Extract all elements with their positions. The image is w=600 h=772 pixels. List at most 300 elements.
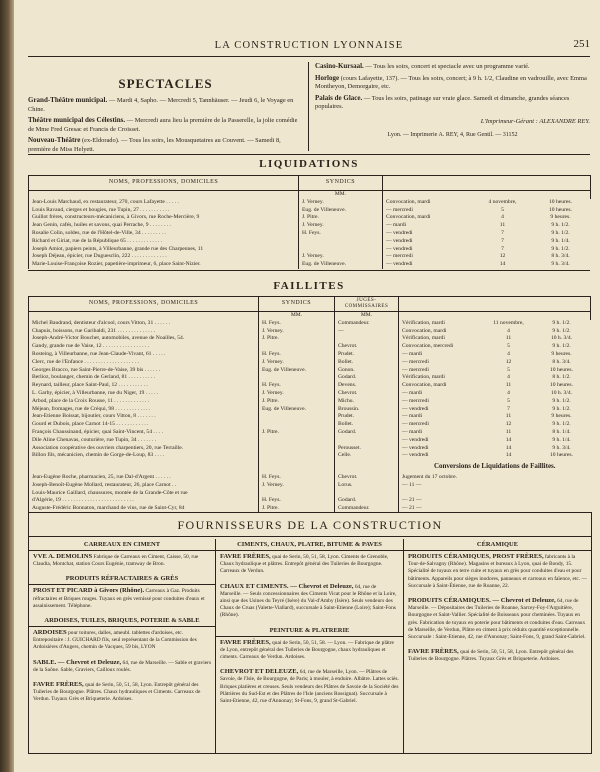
table-cell: Prudet. [335, 351, 399, 359]
supplier-text: quai de Serin, 50, 51, 58. — Lyon. — Fabrique de plâtre de Lyon, entrepôt général des Tuileries de Bourgogne, chaux hydrauliques et ciments. Carreaux de Verdun. Ardoises. [220, 639, 394, 661]
supplier-name: FAVRE FRÈRES, [33, 681, 84, 689]
table-cell: H. Feys. [259, 351, 335, 359]
table-cell [29, 460, 259, 474]
table-cell: 10 h. 3/4. [550, 335, 573, 342]
table-cell: — vendredi [402, 444, 429, 451]
table-cell: — vendredi [386, 237, 413, 244]
table-cell: Louis Ravaud, cierges et bougies, rue Tupin, 27 . . . . . . . . . . . [29, 207, 299, 215]
table-cell: Gonon. [335, 367, 399, 375]
table-row [29, 335, 591, 343]
table-cell: 9 h. 1/2. [551, 222, 570, 229]
table-cell: 5 [501, 206, 504, 213]
table-row [29, 413, 591, 421]
table-cell: d'Algérie, 19 . . . . . . . . . . . . . . . . . . . . . . . . . . [29, 497, 259, 505]
liq-syndic-mm: MM. [299, 191, 383, 199]
table-cell: 11 [499, 222, 506, 229]
table-cell: 10 heures. [550, 382, 573, 389]
table-cell: 5 [507, 343, 510, 350]
table-cell: Jean-Eugène Roche, pharmacien, 25, rue Dal-d'Argent . . . . . . [29, 474, 259, 482]
table-cell: 4 [507, 374, 510, 381]
table-cell: Jean-Etienne Boissat, bijoutier, cours Vitton, 8 . . . . . . . [29, 413, 259, 421]
table-cell: Louis-Maurice Gaillard, chaussures, montée de la Grande-Côte et rue [29, 490, 259, 498]
table-cell: 11 [505, 413, 512, 420]
table-cell: 14 [505, 436, 512, 443]
supplier-text: 64, rue de Marseille, Lyon. — Plâtres de Savoie, de l'Isle, de Bourgogne, de Paris; à mouler, à enduire. Albâtre. Lattes sciés. Briques platières et creuses. Seuls vendeurs des Plâtres de Savoie de la Société des Plâtrières du Sud-Est et des Plâtres de l'Isle (anciens Rossignat). Succursale à Saint-Etienne, 42, rue d'Annonay; St-Fons, 9, grand St-Gabriel. [220, 669, 399, 705]
table-cell: Rosalie Colin, soldes, rue de l'Hôtel-de-Ville, 34 . . . . . . . . . [29, 230, 299, 238]
table-cell: Gourd et Dubois, place Carnot 14-15 . . . . . . . . . . . . [29, 421, 259, 429]
table-cell: Michu. [335, 398, 399, 406]
supplier-entry [216, 666, 403, 707]
table-cell: 14 [499, 261, 506, 268]
table-cell [259, 437, 335, 445]
table-cell: — mercredi [402, 421, 429, 428]
supplier-category: PEINTURE & PLATRERIE [216, 625, 403, 637]
supplier-entry [29, 585, 215, 612]
table-cell [259, 421, 335, 429]
table-cell: J. Verney. [299, 253, 383, 261]
table-cell: — mardi [402, 428, 423, 435]
table-cell: 9 h. 1/2. [552, 327, 571, 334]
supplier-category: ARDOISES, TUILES, BRIQUES, POTERIE & SABLE [29, 615, 215, 627]
table-cell: 4 [507, 350, 510, 357]
table-cell: Joseph Déjean, épicier, rue Duguesclin, 222 . . . . . . . . . . . . . [29, 253, 299, 261]
spectacle-text: — Mardi 4, Sapho. — Mercredi 5, Tannhäuser. — Jeudi 6, le Voyage en Chine. [28, 97, 294, 113]
table-cell: Eug. de Villeneuve. [259, 406, 335, 414]
table-cell: Arbod, place de la Croix Rousse, 11 . . . . . . . . . . . . . [29, 398, 259, 406]
table-cell: 9 h. 1/2. [551, 245, 570, 252]
liq-col-syndics: SYNDICS [299, 176, 383, 191]
table-cell: — mardi [386, 222, 407, 229]
table-cell: Commandeur. [335, 505, 399, 513]
book-binding [0, 0, 14, 772]
table-cell: 9 heures. [551, 413, 572, 420]
supplier-category: CÉRAMIQUE [404, 539, 591, 551]
table-cell: Vérification, mardi [402, 335, 445, 342]
table-cell: 12 [505, 358, 512, 365]
liquidations-bottom-rule [28, 270, 590, 271]
spectacles-right-column [315, 62, 590, 139]
table-cell: François Chaussinand, épicier, quai Saint-Vincent, 54 . . . . [29, 429, 259, 437]
table-row [29, 207, 591, 215]
spectacle-text: (cours Lafayette, 137). — Tous les soirs, concert; à 9 h. 1/2, Claudine en vadrouille, avec Emma Montheyon, Demorgaire, etc. [315, 74, 587, 91]
supplier-entry [404, 595, 591, 643]
table-cell: Auguste-Frédéric Bonnaton, marchand de vins, rue de Saint-Cyr, 84 [29, 505, 259, 513]
liquidations-rows [29, 191, 591, 269]
table-cell: J. Pitre. [299, 214, 383, 222]
conversions-heading-row [29, 460, 591, 474]
spectacles-title: SPECTACLES [118, 76, 213, 91]
table-cell: H. Feys. [259, 497, 335, 505]
table-cell: J. Verney. [259, 390, 335, 398]
supplier-text: fabricants à la Tour-de-Salvagny (Rhône). Magasins et bureaux à Lyon, quai de Bondy, 15. Spécialité de tuyaux en terre cuite et tuyaux en grès pour conduites d'eau et pour bâtiments. Appareils pour sièges inodores, panneaux et carreaux en faïence, etc. — Succursale à Saint-Étienne, rue de Roanne, 22. [408, 554, 587, 589]
table-cell: 8 h. 1/2. [552, 374, 571, 381]
spectacle-venue: Nouveau-Théâtre [28, 136, 81, 145]
table-row [29, 351, 591, 359]
column-divider [308, 62, 309, 151]
table-cell: 10 h. 3/4. [550, 389, 573, 396]
spectacle-entry [28, 116, 303, 134]
table-cell: 4 novembre, [488, 198, 517, 205]
liq-col-names: NOMS, PROFESSIONS, DOMICILES [29, 176, 299, 191]
table-cell: 4 [507, 327, 510, 334]
table-cell: Association coopérative des ouvriers charpentiers, 20, rue Terraille. [29, 445, 259, 453]
fail-juges-mm: MM. [335, 312, 399, 320]
table-cell: H. Feys. [259, 320, 335, 328]
supplier-text: Carreaux à Gaz. Produits réfractaires et Briques rouges. Tuyaux en grès vernissé pour conduites d'eaux et assainissement. Téléphone. [33, 588, 205, 609]
faillites-title: FAILLITES [273, 280, 345, 292]
spectacle-text: — Mercredi aura lieu la première de la Passerelle, la jolie comédie de Mme Fred Gresac et Francis de Croisset. [28, 117, 298, 133]
table-row [29, 497, 591, 505]
table-cell: 7 [507, 405, 510, 412]
fail-col-names: NOMS, PROFESSIONS, DOMICILES [29, 297, 259, 312]
table-cell: Convocation, mardi [386, 198, 431, 205]
table-cell: Méjean, fromages, rue de Créqui, 98 . . . . . . . . . . . . . [29, 406, 259, 414]
supplier-category: PRODUITS RÉFRACTAIRES & GRÈS [29, 573, 215, 585]
table-cell: 11 novembre, [493, 319, 524, 326]
fail-col-dates [399, 297, 591, 312]
supplier-entry [29, 657, 215, 676]
supplier-entry [216, 551, 403, 578]
supplier-name: FAVRE FRÈRES, [220, 638, 271, 646]
table-cell: 8 h. 3/4. [551, 253, 570, 260]
supplier-text: 64, rue de Marseille. — Sable et graviers de la Saône. Sable, Graviers, Cailloux roulés. [33, 659, 211, 673]
table-cell: 9 h. 1/4. [552, 436, 571, 443]
supplier-name: CHEVROT ET DELEUZE, [220, 668, 299, 676]
table-row [29, 222, 591, 230]
table-cell: 14 [505, 444, 512, 451]
table-row [29, 474, 591, 482]
table-cell: 9 heures. [551, 350, 572, 357]
supplier-category: CARREAUX EN CIMENT [29, 539, 215, 551]
fournisseurs-title: FOURNISSEURS DE LA CONSTRUCTION [29, 513, 591, 537]
table-cell: J. Verney. [259, 328, 335, 336]
table-cell: — vendredi [386, 245, 413, 252]
table-cell: 14 [505, 452, 512, 459]
table-cell: Vérification, mardi [402, 319, 445, 326]
table-cell: 5 [507, 397, 510, 404]
table-cell: — mercredi [386, 253, 413, 260]
table-row [29, 445, 591, 453]
table-cell: Godard. [335, 374, 399, 382]
table-cell [335, 437, 399, 445]
table-cell: Jugement du 17 octobre. [402, 473, 457, 480]
supplier-name: VVE A. DEMOLINS [33, 553, 93, 560]
table-cell: Georges Bracco, rue Saint-Pierre-de-Vaise, 39 bis . . . . . . [29, 367, 259, 375]
table-row [29, 328, 591, 336]
spectacle-text: — Tous les soirs, patinage sur vraie glace. Samedi et dimanche, grandes séances populaires. [315, 94, 570, 111]
supplier-text: quai de Serin, 50, 51, 58, Lyon. Entrepôt général des Tuileries de Bourgogne. Plâtres. Chaux hydrauliques et Ciments. Carreaux de Verdun. Tuyaux Grès et Briqueterie. Ardoises. [33, 682, 201, 703]
table-row [29, 382, 591, 390]
table-row [29, 238, 591, 246]
table-cell: Dile Aline Chenavas, couturière, rue Tupin, 34 . . . . . . . [29, 437, 259, 445]
table-cell: — 21 — [402, 497, 422, 504]
spectacle-venue: Casino-Kursaal. [315, 62, 364, 70]
table-row [29, 253, 591, 261]
table-cell: 4 [507, 389, 510, 396]
supplier-name: PRODUITS CÉRAMIQUES. — Chevrot et Deleuze, [408, 597, 556, 605]
table-cell: J. Pitre. [259, 335, 335, 343]
supplier-name: FAVRE FRÈRES, [220, 553, 271, 560]
table-cell: 9 h. 1/2. [552, 397, 571, 404]
conversions-title: Conversions de Liquidations de Faillites. [433, 462, 556, 471]
spectacle-venue: Grand-Théâtre municipal. [28, 96, 108, 104]
table-cell: H. Feys. [259, 474, 335, 482]
table-cell: Celle. [335, 452, 399, 460]
table-cell: Joseph Amiot, papiers peints, à Villeurbanne, grande rue des Charpennes, 11 [29, 246, 299, 254]
table-cell: 10 heures. [549, 198, 572, 205]
spectacle-entry [315, 74, 590, 92]
liq-col-dates [383, 176, 591, 191]
table-cell: 9 h. 1/2. [552, 405, 571, 412]
table-row [29, 214, 591, 222]
table-cell: Jean-Louis Marchaud, ex restaurateur, 270, cours Lafayette . . . . . [29, 199, 299, 207]
table-row [29, 261, 591, 269]
table-cell: Eug. de Villeneuve. [299, 207, 383, 215]
spectacle-text: (ex-Eldorado). — Tous les soirs, les Mousquetaires au Couvent. — Samedi 8, première de Miss Helyett. [28, 137, 281, 153]
table-cell: L. Garby, épicier, à Villeurbanne, rue du Niger, 19 . . . . . [29, 390, 259, 398]
table-cell [299, 246, 383, 254]
table-row [29, 199, 591, 207]
table-cell: 8 h. 3/4. [552, 358, 571, 365]
table-cell: J. Verney. [259, 359, 335, 367]
table-cell: Eug. de Villeneuve. [259, 367, 335, 375]
table-cell: Convocation, mercredi [402, 343, 454, 350]
table-cell: — [335, 328, 399, 336]
supplier-name: ARDOISES [33, 629, 67, 637]
supplier-entry [29, 679, 215, 706]
table-cell: — mercredi [386, 206, 413, 213]
table-cell: — 21 — [402, 505, 422, 512]
table-cell [335, 490, 399, 498]
table-row [29, 246, 591, 254]
supplier-text: Fabrique de Carreaux en Ciment, Caisse, 50, rue Claudia, Montchat, station Cours Eugénie, tramway de Bron. [33, 554, 199, 568]
table-cell: 9 h. 1/2. [551, 229, 570, 236]
table-cell [259, 490, 335, 498]
imprimerie-line: Lyon. — Imprimerie A. REY, 4, Rue Gentil. — 31152 [387, 131, 518, 138]
table-cell: 11 [505, 428, 512, 435]
table-cell: Gandy, grande rue de Vaise, 12 . . . . . . . . . . . . . . . . . [29, 343, 259, 351]
table-cell: 12 [499, 253, 506, 260]
table-cell: Perousset. [335, 445, 399, 453]
supplier-category: CIMENTS, CHAUX, PLATRE, BITUME & PAVES [216, 539, 403, 551]
supplier-name: CHAUX ET CIMENTS. — Chevrot et Deleuze, [220, 582, 354, 590]
table-cell: — mardi [402, 413, 423, 420]
table-cell: Richard et Giriat, rue de la République 65 . . . . . . . . . . . . . [29, 238, 299, 246]
table-cell [335, 460, 399, 474]
supplier-text: pour toitures, dalles, ameubl. tablettes d'ardoises, etc. Entrepositaire : J. GUICHARD fils, seul représentant de la Commission des Ardoisières d'Angers, chemin de Vacques, 59 bis, LYON [33, 630, 197, 651]
table-cell: J. Verney. [259, 482, 335, 490]
table-cell: — mercredi [402, 397, 429, 404]
table-cell: 7 [501, 229, 504, 236]
table-row [29, 398, 591, 406]
table-cell: — mardi [402, 350, 423, 357]
table-cell: Broussin. [335, 406, 399, 414]
supplier-text: quai de Serin, 50, 51, 58, Lyon. Ciments de Grenoble, Chaux hydraulique et plâtres. Entrepôt général des Tuileries de Bourgogne. Carreaux de Verdun. [220, 554, 389, 575]
table-cell: Guillot frères, constructeurs-mécaniciens, à Givors, rue Roche-Mercière, 9 [29, 214, 299, 222]
table-cell [259, 374, 335, 382]
table-cell: Chapuis, boissons, rue Garibaldi, 231 . . . . . . . . . . . . . . [29, 328, 259, 336]
table-cell: 8 h. 1/4. [552, 428, 571, 435]
table-cell: Vérification, mardi [402, 374, 445, 381]
table-cell: — 11 — [402, 481, 422, 488]
table-cell: 9 h. 1/2. [552, 421, 571, 428]
fournisseurs-box [28, 512, 592, 754]
table-cell: Reynard, tailleur, place Saint-Paul, 12 . . . . . . . . . . . [29, 382, 259, 390]
table-row [29, 437, 591, 445]
table-cell: Eug. de Villeneuve. [299, 261, 383, 269]
table-cell: 7 [501, 237, 504, 244]
table-cell [299, 238, 383, 246]
header-rule [28, 56, 590, 57]
table-cell: J. Verney. [299, 222, 383, 230]
table-row [29, 230, 591, 238]
table-cell: 9 h. 1/2. [552, 319, 571, 326]
table-cell: — vendredi [402, 436, 429, 443]
table-cell: Convocation, mardi [386, 214, 431, 221]
table-row [29, 429, 591, 437]
spectacles-entries [28, 96, 303, 155]
spectacle-venue: Horloge [315, 73, 340, 82]
table-cell: 9 h. 1/4. [551, 237, 570, 244]
table-cell: 5 [507, 366, 510, 373]
table-cell: Clerc, rue de l'Enfance . . . . . . . . . . . . . . . . . . . . [29, 359, 259, 367]
spectacles-right-entries [315, 62, 590, 112]
faillites-rows [29, 312, 591, 513]
supplier-name: PRODUITS CÉRAMIQUES, PROST FRÈRES, [408, 553, 544, 560]
table-cell: Godard. [335, 429, 399, 437]
supplier-text: 64, rue de Marseille. — Dépositaires des Tuileries de Roanne, Sarcey-Foy-l'Arguitière, Bourgogne et Saint-Vallier. Spécialité de Boisseaux pour cheminées. Tuyaux en grès. Fabrication de tuyaux en poterie pour bâtiments et conduites d'eau. Carreaux de Marseille, de Verdun, Plâtre en ciment à prix réduits quantité exceptionnelle. Succursale : Saint-Etienne, 42, rue d'Annonay; Saint-Fons, 9, grand Saint-Gabriel. [408, 598, 586, 641]
fail-col-juges: JUGES-COMMISSAIRES [335, 297, 399, 312]
supplier-entry [29, 627, 215, 654]
table-cell: Jean Genin, cafés, huiles et savons, quai Perrache, 9 . . . . . . . . [29, 222, 299, 230]
fournisseurs-column-3 [404, 539, 591, 753]
table-cell: Commandeur. [335, 320, 399, 328]
table-cell: Chevrot. [335, 390, 399, 398]
imprimeur-gerant: L'Imprimeur-Gérant : ALEXANDRE REY. [480, 117, 590, 125]
table-row [29, 406, 591, 414]
table-row [29, 359, 591, 367]
table-cell: — vendredi [402, 405, 429, 412]
table-cell: 9 h. 1/2. [552, 343, 571, 350]
table-cell: Joseph-Benoît-Eugène Mollard, restaurateur, 26, place Carnot . . [29, 482, 259, 490]
table-cell: Billon fils, mécanicien, chemin de Gorge-de-Loup, 83 . . . . [29, 452, 259, 460]
faillites-table [28, 296, 591, 513]
table-cell: Bollet. [335, 421, 399, 429]
supplier-name: FAVRE FRÈRES, [408, 648, 459, 656]
table-row [29, 421, 591, 429]
table-cell: — mardi [402, 389, 423, 396]
page-number: 251 [573, 38, 590, 50]
table-cell: Bollet. [335, 359, 399, 367]
spectacle-venue: Théâtre municipal des Célestins. [28, 116, 126, 125]
table-cell [335, 335, 399, 343]
table-cell: — vendredi [402, 452, 429, 459]
fail-syndic-mm: MM. [259, 312, 335, 320]
table-cell: Lorus. [335, 482, 399, 490]
table-row [29, 452, 591, 460]
table-cell: J. Pitre. [259, 505, 335, 513]
table-cell: Berlioz, boulanger, chemin de Gerland, 81 . . . . . . . . . . [29, 374, 259, 382]
supplier-entry [404, 646, 591, 665]
table-cell: 11 [505, 335, 512, 342]
table-cell: 10 heures. [549, 206, 572, 213]
table-cell: Rosteing, à Villeurbanne, rue Jean-Claude-Vivant, 61 . . . . . [29, 351, 259, 359]
table-cell: Prudet. [335, 413, 399, 421]
spectacle-venue: Palais de Glace. [315, 93, 363, 102]
fournisseurs-column-1 [29, 539, 216, 753]
table-cell: Chevrot. [335, 474, 399, 482]
table-cell: — mercredi [402, 366, 429, 373]
table-cell [259, 460, 335, 474]
table-cell: 9 h. 3/4. [552, 444, 571, 451]
table-cell: 10 heures. [550, 452, 573, 459]
fail-col-syndics: SYNDICS [259, 297, 335, 312]
table-cell: Michel Baudrand, dentisteur d'alcool, cours Vitton, 31 . . . . . . [29, 320, 259, 328]
table-cell: 10 heures. [550, 366, 573, 373]
table-cell: 4 [501, 214, 504, 221]
spectacles-column [28, 62, 303, 157]
table-cell [259, 445, 335, 453]
spectacle-entry [28, 96, 303, 114]
spectacle-entry [28, 136, 303, 154]
table-cell: 11 [505, 382, 512, 389]
table-row [29, 482, 591, 490]
table-cell: — vendredi [386, 261, 413, 268]
liquidations-table [28, 175, 591, 269]
table-cell: Convocation, mardi [402, 382, 447, 389]
supplier-name: PROST ET PICARD à Givors (Rhône). [33, 587, 145, 595]
table-row [29, 374, 591, 382]
table-cell: — vendredi [386, 229, 413, 236]
running-header: LA CONSTRUCTION LYONNAISE [214, 40, 404, 51]
spectacle-entry [315, 62, 590, 72]
table-cell: 9 h. 3/4. [551, 261, 570, 268]
table-cell [399, 490, 591, 498]
table-cell: H. Feys. [259, 382, 335, 390]
table-cell: J. Verney. [299, 199, 383, 207]
section-rule [28, 154, 590, 155]
table-cell: J. Pitre. [259, 429, 335, 437]
table-cell: 7 [501, 245, 504, 252]
fournisseurs-column-2 [216, 539, 404, 753]
table-row [29, 367, 591, 375]
table-row [29, 343, 591, 351]
table-cell: 12 [505, 421, 512, 428]
table-cell: 9 heures. [550, 214, 571, 221]
table-cell [259, 343, 335, 351]
table-cell: Marie-Louise-Françoise Rozier, papetière-imprimeur, 6, place Saint-Nizier. [29, 261, 299, 269]
table-cell: H. Feys. [299, 230, 383, 238]
table-cell [259, 452, 335, 460]
supplier-entry [404, 551, 591, 592]
table-cell: Chevrot. [335, 343, 399, 351]
table-row [29, 390, 591, 398]
table-row [29, 320, 591, 328]
table-cell: Devens. [335, 382, 399, 390]
table-row [29, 490, 591, 498]
table-cell: J. Pitre. [259, 398, 335, 406]
table-cell: Convocation, mardi [402, 327, 447, 334]
table-cell: Godard. [335, 497, 399, 505]
supplier-entry [29, 551, 215, 570]
supplier-name: SABLE. — Chevrot et Deleuze, [33, 658, 122, 666]
journal-page [28, 0, 590, 772]
table-cell: Joseph-André-Victor Bouchet, automobiles, avenue de Noailles, 54. [29, 335, 259, 343]
spectacle-entry [315, 94, 590, 112]
supplier-text: quai de Serin, 50, 51, 58, Lyon. Entrepôt général des Tuileries de Bourgogne. Plâtres. Tuyaux Grès et Briqueterie. Ardoises. [408, 649, 574, 663]
supplier-entry [216, 581, 403, 622]
table-cell [259, 413, 335, 421]
